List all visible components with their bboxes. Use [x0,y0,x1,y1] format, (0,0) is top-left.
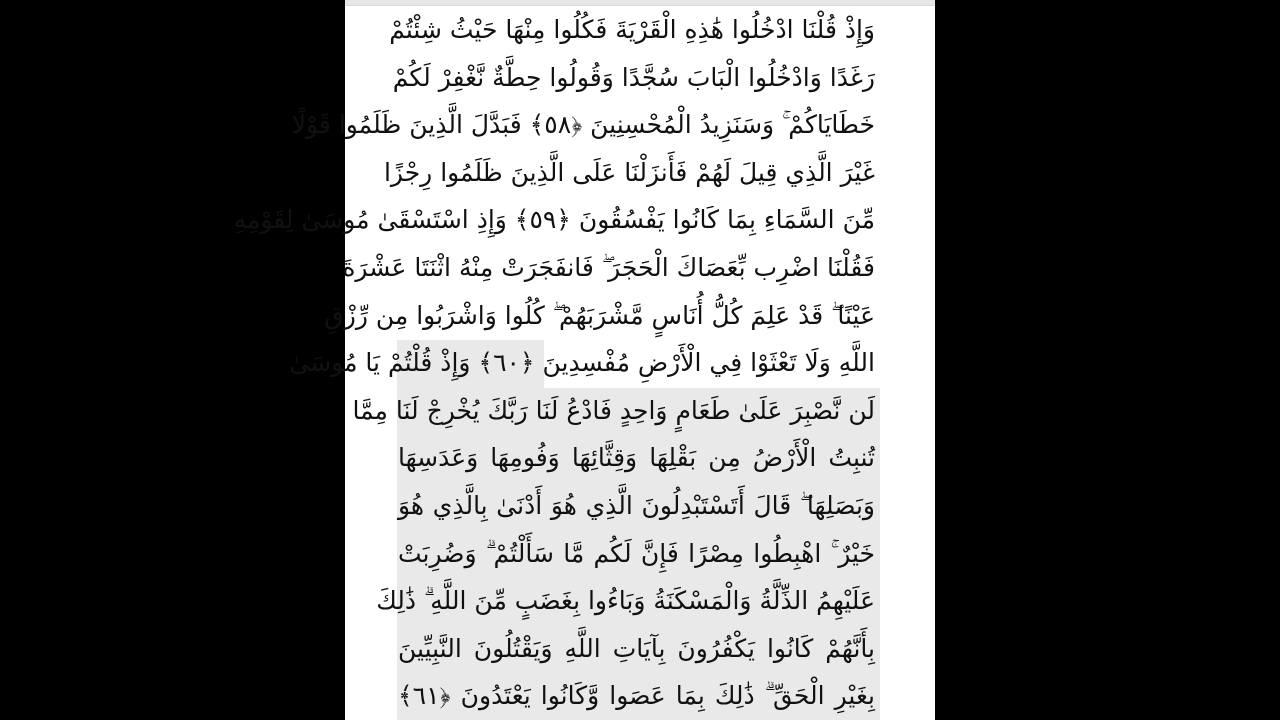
verse-line: غَيْرَ الَّذِي قِيلَ لَهُمْ فَأَنزَلْنَا عَلَى الَّذِينَ ظَلَمُوا رِجْزًا [383,157,875,187]
verse-line: خَطَايَاكُمْ ۚ وَسَنَزِيدُ الْمُحْسِنِينَ ﴿٥٨﴾ فَبَدَّلَ الَّذِينَ ظَلَمُوا قَوْلًا [291,110,875,140]
verse-line: وَبَصَلِهَا ۖ قَالَ أَتَسْتَبْدِلُونَ الَّذِي هُوَ أَدْنَىٰ بِالَّذِي هُوَ [398,491,875,520]
verse-line: رَغَدًا وَادْخُلُوا الْبَابَ سُجَّدًا وَقُولُوا حِطَّةٌ نَّغْفِرْ لَكُمْ [392,62,875,92]
verse-line: عَيْنًا ۖ قَدْ عَلِمَ كُلُّ أُنَاسٍ مَّشْرَبَهُمْ ۖ كُلُوا وَاشْرَبُوا مِن رِّزْقِ [324,300,875,330]
verse-line: عَلَيْهِمُ الذِّلَّةُ وَالْمَسْكَنَةُ وَبَاءُوا بِغَضَبٍ مِّنَ اللَّهِ ۗ ذَٰلِكَ [376,586,875,616]
verse-line: بِغَيْرِ الْحَقِّ ۗ ذَٰلِكَ بِمَا عَصَوا وَّكَانُوا يَعْتَدُونَ ﴿٦١﴾ [398,681,875,711]
verse-line: بِأَنَّهُمْ كَانُوا يَكْفُرُونَ بِآيَاتِ اللَّهِ وَيَقْتُلُونَ النَّبِيِّينَ [398,633,875,663]
verse-line: وَإِذْ قُلْنَا ادْخُلُوا هَٰذِهِ الْقَرْيَةَ فَكُلُوا مِنْهَا حَيْثُ شِئْتُمْ [389,15,875,44]
verse-line: خَيْرٌ ۚ اهْبِطُوا مِصْرًا فَإِنَّ لَكُم مَّا سَأَلْتُمْ ۗ وَضُرِبَتْ [398,538,875,568]
verse-line: اللَّهِ وَلَا تَعْثَوْا فِي الْأَرْضِ مُفْسِدِينَ ﴿٦٠﴾ وَإِذْ قُلْتُمْ يَا مُوسَىٰ [289,348,875,378]
verse-line: تُنبِتُ الْأَرْضُ مِن بَقْلِهَا وَقِثَّائِهَا وَفُومِهَا وَعَدَسِهَا [398,443,875,473]
verse-line: لَن نَّصْبِرَ عَلَىٰ طَعَامٍ وَاحِدٍ فَادْعُ لَنَا رَبَّكَ يُخْرِجْ لَنَا مِمَّا [352,395,875,425]
verse-line: فَقُلْنَا اضْرِب بِّعَصَاكَ الْحَجَرَ ۖ فَانفَجَرَتْ مِنْهُ اثْنَتَا عَشْرَةَ [342,253,875,282]
verse-line: مِّنَ السَّمَاءِ بِمَا كَانُوا يَفْسُقُونَ ﴿٥٩﴾ وَإِذِ اسْتَسْقَىٰ مُوسَىٰ لِقَوْمِهِ [233,205,875,235]
